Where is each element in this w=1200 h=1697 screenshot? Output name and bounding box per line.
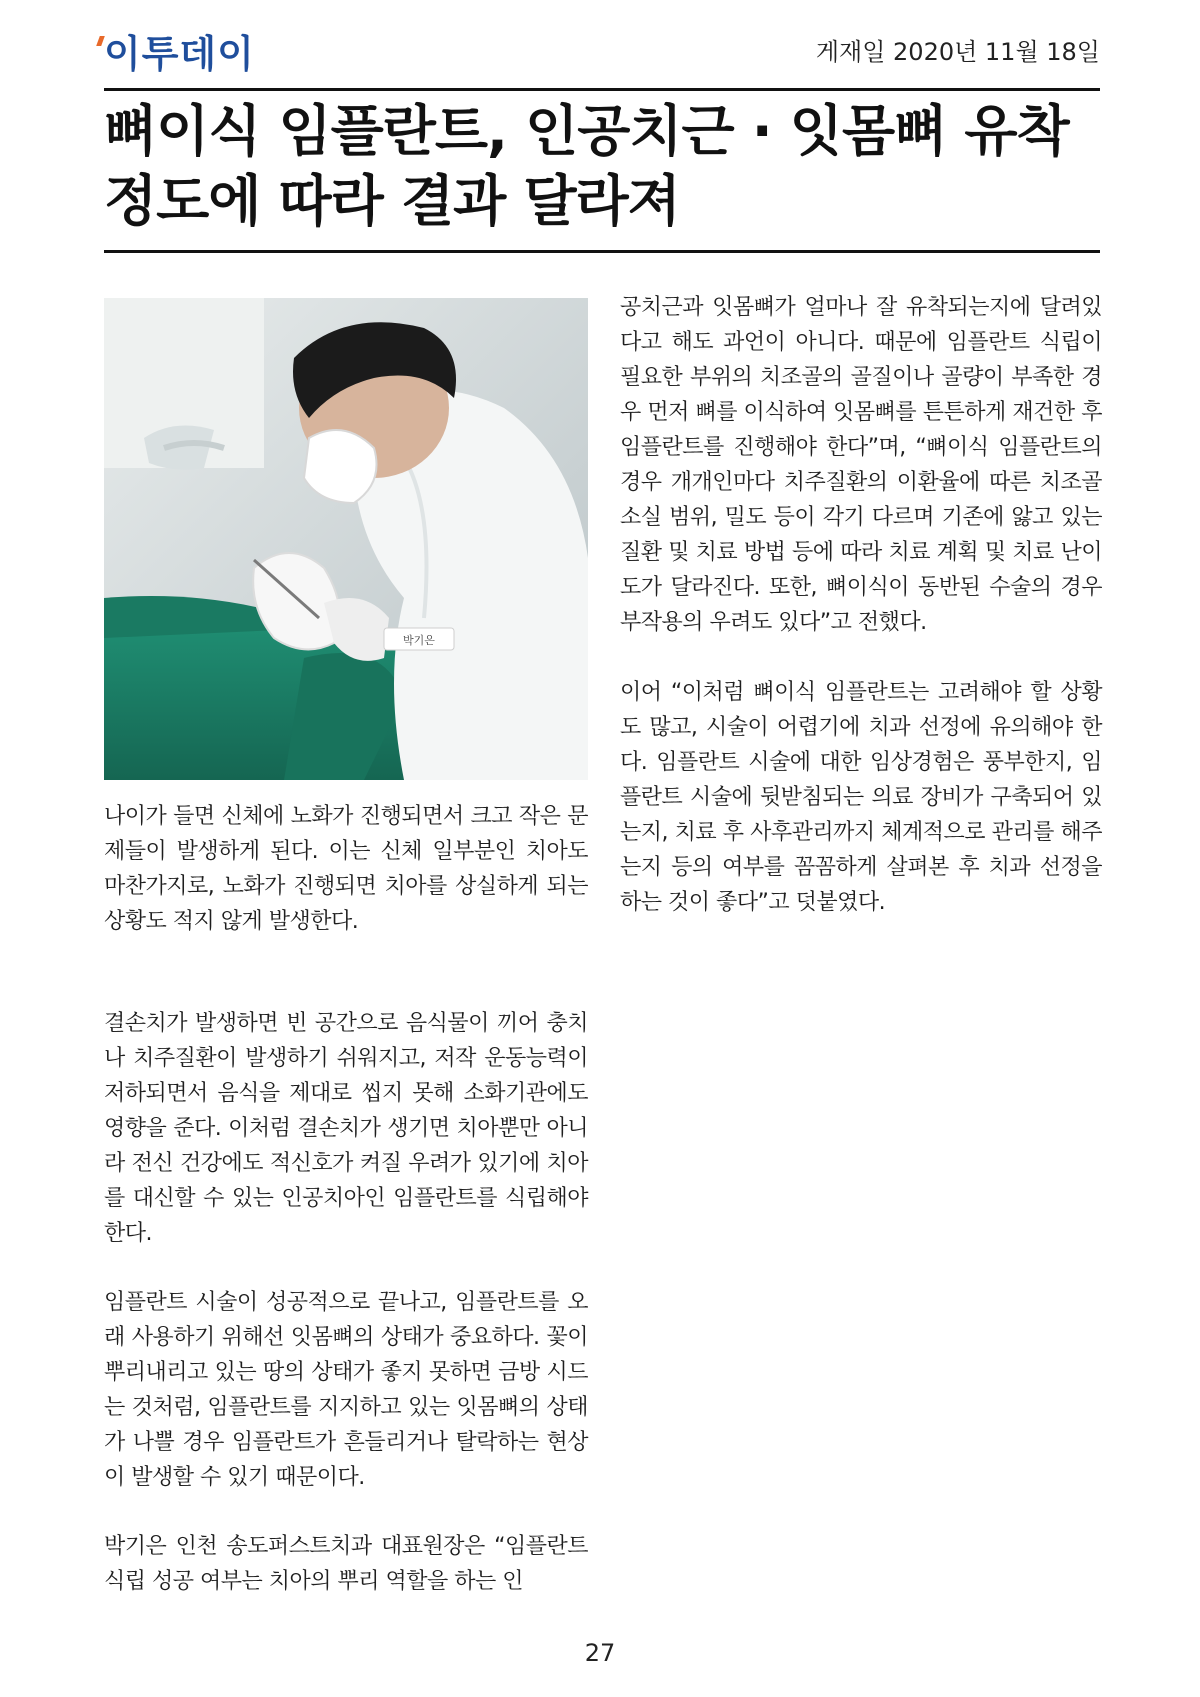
paragraph-2: 결손치가 발생하면 빈 공간으로 음식물이 끼어 충치나 치주질환이 발생하기 쉬워지고, 저작 운동능력이 저하되면서 음식을 제대로 씹지 못해 소화기관에도 영향을 준다. 이처럼 결손치가 생기면 치아뿐만 아니라 전신 건강에도 적신호가 켜질 우려가 있기에 치아를 대신할 수 있는 인공치아인 임플란트를 식립해야 한다. xyxy=(104,1011,588,1246)
paragraph-1: 나이가 들면 신체에 노화가 진행되면서 크고 작은 문제들이 발생하게 된다. 이는 신체 일부분인 치아도 마찬가지로, 노화가 진행되면 치아를 상실하게 되는 상황도 적지 않게 발생한다. xyxy=(104,804,588,934)
paragraph-3: 임플란트 시술이 성공적으로 끝나고, 임플란트를 오래 사용하기 위해선 잇몸뼈의 상태가 중요하다. 꽃이 뿌리내리고 있는 땅의 상태가 좋지 못하면 금방 시드는 것처럼, 임플란트를 지지하고 있는 잇몸뼈의 상태가 나쁠 경우 임플란트가 흔들리거나 탈락하는 현상이 발생할 수 있기 때문이다. xyxy=(104,1290,588,1490)
right-column xyxy=(620,290,1102,920)
publication-logo xyxy=(104,30,255,78)
publication-date: 게재일 2020년 11월 18일 xyxy=(815,38,1100,66)
paragraph-4: 박기은 인천 송도퍼스트치과 대표원장은 “임플란트 식립 성공 여부는 치아의 뿌리 역할을 하는 인 xyxy=(104,1534,588,1594)
dentist-illustration xyxy=(104,298,588,780)
logo-text: 이투데이 xyxy=(104,32,255,76)
left-column-block-4 xyxy=(104,1529,588,1599)
headline-line-1: 뼈이식 임플란트, 인공치근 · 잇몸뼈 유착 xyxy=(104,99,1069,163)
page-number: 27 xyxy=(584,1639,616,1667)
left-column-block-3 xyxy=(104,1285,588,1495)
doctor-name-badge: 박기은 xyxy=(403,634,435,647)
article-photo xyxy=(104,298,588,780)
top-divider xyxy=(104,88,1100,91)
headline-line-2: 정도에 따라 결과 달라져 xyxy=(104,169,680,233)
headline-divider xyxy=(104,250,1100,253)
article-headline xyxy=(104,96,1104,236)
left-column-block-2 xyxy=(104,1006,588,1251)
paragraph-5: 공치근과 잇몸뼈가 얼마나 잘 유착되는지에 달려있다고 해도 과언이 아니다. 때문에 임플란트 식립이 필요한 부위의 치조골의 골질이나 골량이 부족한 경우 먼저 뼈를 이식하여 잇몸뼈를 튼튼하게 재건한 후 임플란트를 진행해야 한다”며, “뼈이식 임플란트의 경우 개개인마다 치주질환의 이환율에 따른 치조골 소실 범위, 밀도 등이 각기 다르며 기존에 앓고 있는 질환 및 치료 방법 등에 따라 치료 계획 및 치료 난이도가 달라진다. 또한, 뼈이식이 동반된 수술의 경우 부작용의 우려도 있다”고 전했다. xyxy=(620,295,1102,635)
paragraph-6: 이어 “이처럼 뼈이식 임플란트는 고려해야 할 상황도 많고, 시술이 어렵기에 치과 선정에 유의해야 한다. 임플란트 시술에 대한 임상경험은 풍부한지, 임플란트 시술에 뒷받침되는 의료 장비가 구축되어 있는지, 치료 후 사후관리까지 체계적으로 관리를 해주는지 등의 여부를 꼼꼼하게 살펴본 후 치과 선정을 하는 것이 좋다”고 덧붙였다. xyxy=(620,680,1102,915)
left-column-block-1 xyxy=(104,799,588,939)
